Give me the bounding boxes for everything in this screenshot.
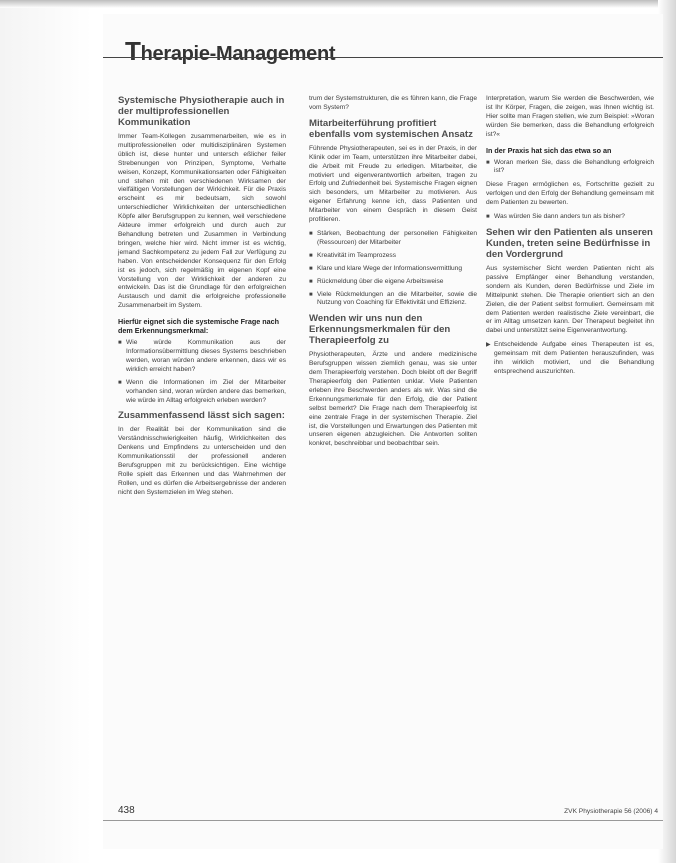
bullet-item: ■ Viele Rückmeldungen an die Mitarbeiter, sowie die Nutzung von Coaching für Effektivität und Effizienz. — [309, 291, 477, 309]
bullet-list — [486, 213, 654, 222]
bullet-item: ■ Klare und klare Wege der Informationsvermittlung — [309, 265, 477, 274]
section-heading: Systemische Physiotherapie auch in der multiprofessionellen Kommunikation — [118, 95, 285, 128]
section-heading: Mitarbeiterführung profitiert ebenfalls vom systemischen Ansatz — [309, 117, 473, 140]
section-heading: Wenden wir uns nun den Erkennungsmerkmalen für den Therapieerfolg zu — [309, 313, 451, 347]
page-number: 438 — [118, 805, 135, 816]
bullet-item: ■ Wenn die Informationen im Ziel der Mitarbeiter vorhanden sind, woran würden andere das bemerken, wie würde im Alltag erfolgreich erleben werden? — [118, 379, 286, 406]
paragraph: In der Realität bei der Kommunikation sind die Verständnisschwierigkeiten häufig, Wirklichkeiten des Denkens und Empfindens zu unterscheiden und den Kommunikationsstil der professionell anderen Berufsgruppen mit zu berücksichtigen. Eine wichtige Rolle spielt das Erkennen und das Wahrnehmen der Rollen, und es dürfen die Arbeitsergebnisse der anderen nicht den Systemzielen im Weg stehen. — [118, 426, 286, 496]
bullet-list — [486, 159, 654, 177]
section-heading: Zusammenfassend lässt sich sagen: — [118, 410, 285, 422]
bullet-item: ■ Wie würde Kommunikation aus der Informationsübermittlung dieses Systems beschrieben werden, woran würden andere erkennen, dass wir es wirklich erreicht haben? — [118, 339, 286, 375]
page-title-initial: T — [125, 36, 141, 66]
bullet-item: ■ Was würden Sie dann anders tun als bisher? — [486, 213, 654, 222]
footer-rule — [103, 820, 663, 821]
text-column-1 — [118, 95, 286, 503]
scan-margin-left — [0, 0, 92, 863]
scan-margin-top — [0, 0, 676, 8]
arrow-item: ▶ Entscheidende Aufgabe eines Therapeuten ist es, gemeinsam mit dem Patienten herauszufinden, was ihn wirklich motiviert, und die Behandlung entsprechend auszurichten. — [486, 341, 654, 377]
paragraph: Physiotherapeuten, Ärzte und andere medizinische Berufsgruppen wissen ziemlich genau, was sie unter dem Therapieerfolg verstehen. Doch bleibt oft der Begriff Therapieerfolg den Patienten unklar. Viele Patienten erleben ihre Beschwerden anders als wir. Was sind die Erkennungsmerkmale für den Erfolg, die der Patient selbst bemerkt? Die Frage nach dem Therapieerfolg ist eine zentrale Frage in der systemischen Therapie. Ziel ist, die Vorstellungen und Erwartungen des Patienten mit unseren eigenen abzugleichen. Die Antworten sollten konkret, beschreibbar und beobachtbar sein. — [309, 351, 477, 448]
paragraph: Diese Fragen ermöglichen es, Fortschritte gezielt zu verfolgen und den Erfolg der Behandlung gemeinsam mit dem Patienten zu bewerten. — [486, 181, 654, 207]
paragraph: Führende Physiotherapeuten, sei es in der Praxis, in der Klinik oder im Team, unterstützen ihre Mitarbeiter dabei, die Arbeit mit Freude zu erledigen. Mitarbeiter, die motiviert und eigenverantwortlich arbeiten, tragen zu Erfolg und Zufriedenheit bei. Systemische Fragen eignen sich besonders, um Mitarbeiter zu motivieren. Aus eigener Erfahrung kenne ich, dass Patienten und Mitarbeiter von einem Gespräch in diesem Geist profitieren. — [309, 144, 477, 224]
bullet-item: ■ Rückmeldung über die eigene Arbeitsweise — [309, 278, 477, 287]
bullet-list — [309, 230, 477, 308]
paragraph: trum der Systemstrukturen, die es führen kann, die Frage vom System? — [309, 95, 477, 111]
paragraph: Immer Team-Kollegen zusammenarbeiten, wie es in multiprofessionellen oder multidisziplinären Systemen üblich ist, diese hunter und untersch eßlicher feiler Strebenungen von Prinzipen, Symptome, Verhalte weisen, Konzept, Kommunikationsarten oder Fähigkeiten und stehen mit den verschiedenen Wirksamen der vielfältigen Vorstellungen der Wirkichkeit. Für die Praxis erscheint es mir bedeutsam, sich sowohl unterschiedlicher Wirklichkeiten der unterschiedlichen Köpfe aller Berufsgruppen zu kennen, weil verschiedene Akteure immer erfolgreich und durch auch zur Behandlung betreten und Zusammen in Verbindung bringen, welche hier wird. Nicht immer ist es wichtig, jemand Sachkompetenz zu jedem Fall zur Verfügung zu haben. Von entscheidender Konsequenz für den Erfolg ist es jedoch, sich regelmäßig im eigenen Kopf eine Vorstellung von der Wirklichkeit der anderen zu entwickeln. Das ist die Grundlage für den erfolgreichen Austausch und damit die erfolgreiche professionelle Zusammenarbeit im System. — [118, 133, 286, 310]
bullet-item: ■ Stärken, Beobachtung der personellen Fähigkeiten (Ressourcen) der Mitarbeiter — [309, 230, 477, 248]
subheading: Hierfür eignet sich die systemische Frage nach dem Erkennungsmerkmal: — [118, 317, 279, 336]
journal-reference: ZVK Physiotherapie 56 (2006) 4 — [564, 808, 658, 815]
bullet-item: ■ Kreativität im Teamprozess — [309, 252, 477, 261]
page-title-rest: herapie-Management — [140, 43, 336, 65]
subheading: In der Praxis hat sich das etwa so an — [486, 145, 612, 155]
text-column-3 — [486, 95, 654, 382]
header-rule — [103, 57, 663, 58]
bullet-list — [118, 339, 286, 405]
text-column-2 — [309, 95, 477, 454]
paragraph: Interpretation, warum Sie werden die Beschwerden, wie ist Ihr Körper, Fragen, die zeigen, was Ihnen wichtig ist. Hier sollte man Fragen stellen, wie zum Beispiel: »Woran würden Sie bemerken, dass die Behandlung erfolgreich ist?« — [486, 95, 654, 138]
paragraph: Aus systemischer Sicht werden Patienten nicht als passive Empfänger einer Behandlung verstanden, sondern als Kunden, deren Bedürfnisse und Ziele im Mittelpunkt stehen. Die Therapie orientiert sich an den Zielen, die der Patient selbst formuliert. Gemeinsam mit dem Patienten werden realistische Ziele vereinbart, die er im Alltag umsetzen kann. Der Therapeut begleitet ihn dabei und unterstützt seine Eigenverantwortung. — [486, 264, 654, 335]
page-title — [125, 36, 335, 67]
bullet-item: ■ Woran merken Sie, dass die Behandlung erfolgreich ist? — [486, 159, 654, 177]
section-heading: Sehen wir den Patienten als unseren Kunden, treten seine Bedürfnisse in den Vordergrund — [486, 226, 653, 260]
bullet-list — [486, 341, 654, 377]
